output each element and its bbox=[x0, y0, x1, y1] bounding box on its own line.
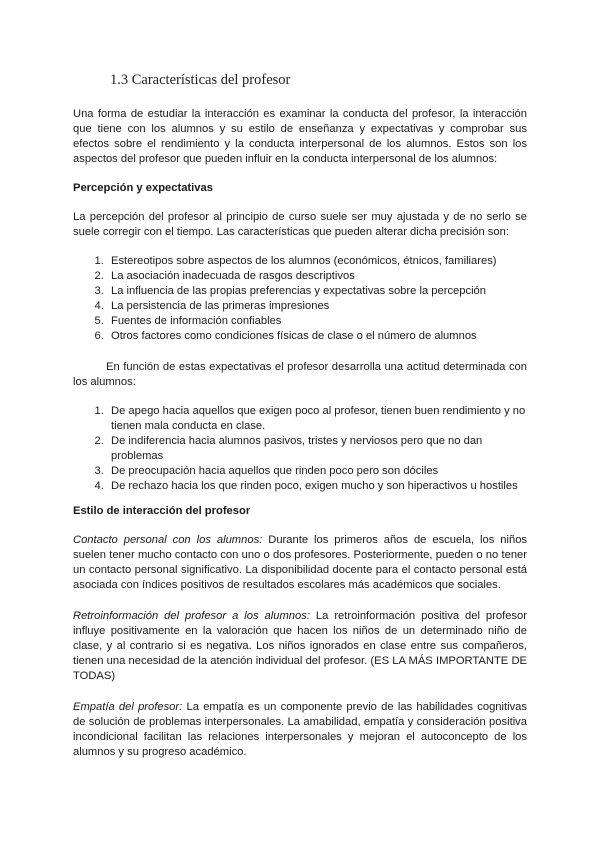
attitude-paragraph: En función de estas expectativas el profesor desarrolla una actitud determinada con los alumnos: bbox=[73, 361, 527, 388]
empathy-label: Empatía del profesor: bbox=[73, 701, 183, 713]
list-item: 2. La asociación inadecuada de rasgos descriptivos bbox=[107, 269, 527, 284]
contact-paragraph bbox=[73, 533, 527, 593]
list-item: 3. La influencia de las propias preferencias y expectativas sobre la percepción bbox=[107, 284, 527, 299]
list-item: 4. La persistencia de las primeras impresiones bbox=[107, 299, 527, 314]
intro-paragraph: Una forma de estudiar la interacción es examinar la conducta del profesor, la interacción que tiene con los alumnos y su estilo de enseñanza y expectativas y comprobar sus efectos sobre el rendimiento y la conducta interpersonal de los alumnos. Estos son los aspectos del profesor que pueden influir en la conducta interpersonal de los alumnos: bbox=[73, 108, 527, 165]
perception-heading: Percepción y expectativas bbox=[73, 182, 213, 194]
list-item: 5. Fuentes de información confiables bbox=[107, 314, 527, 329]
section-title: 1.3 Características del profesor bbox=[110, 72, 291, 88]
style-heading: Estilo de interacción del profesor bbox=[73, 505, 251, 517]
list-item: 4. De rechazo hacia los que rinden poco, exigen mucho y son hiperactivos u hostiles bbox=[107, 479, 527, 494]
list-item: 1. De apego hacia aquellos que exigen poco al profesor, tienen buen rendimiento y no tienen mala conducta en clase. bbox=[107, 404, 527, 434]
perception-factors-list bbox=[73, 254, 527, 344]
feedback-paragraph bbox=[73, 609, 527, 684]
feedback-text: La retroinformación positiva del profesor influye positivamente en la valoración que hacen los niños de un determinado niño de clase, y al contrario si es negativa. Los niños ignorados en clase entre sus compañeros, tienen una necesidad de la atención individual del profesor. (ES LA MÁS IMPORTANTE DE TODAS) bbox=[73, 610, 527, 682]
list-item: 3. De preocupación hacia aquellos que rinden poco pero son dóciles bbox=[107, 464, 527, 479]
empathy-paragraph bbox=[73, 700, 527, 760]
contact-label: Contacto personal con los alumnos: bbox=[73, 534, 263, 546]
empathy-text: La empatía es un componente previo de las habilidades cognitivas de solución de problemas interpersonales. La amabilidad, empatía y consideración positiva incondicional facilitan las relaciones interpersonales y mejoran el autoconcepto de los alumnos y su progreso académico. bbox=[73, 701, 527, 758]
perception-paragraph: La percepción del profesor al principio de curso suele ser muy ajustada y de no serlo se suele corregir con el tiempo. Las características que pueden alterar dicha precisión son: bbox=[73, 211, 527, 238]
document-body bbox=[73, 107, 527, 760]
list-item: 2. De indiferencia hacia alumnos pasivos, tristes y nerviosos pero que no dan problemas bbox=[107, 434, 527, 464]
contact-text: Durante los primeros años de escuela, los niños suelen tener mucho contacto con uno o dos profesores. Posteriormente, pueden o no tener un contacto personal significativo. La disponibilidad docente para el contacto personal está asociada con índices positivos de resultados escolares más académicos que sociales. bbox=[73, 534, 528, 591]
feedback-label: Retroinformación del profesor a los alumnos: bbox=[73, 610, 310, 622]
list-item: 1. Estereotipos sobre aspectos de los alumnos (económicos, étnicos, familiares) bbox=[107, 254, 527, 269]
list-item: 6. Otros factores como condiciones físicas de clase o el número de alumnos bbox=[107, 329, 527, 344]
attitude-list bbox=[73, 404, 527, 494]
